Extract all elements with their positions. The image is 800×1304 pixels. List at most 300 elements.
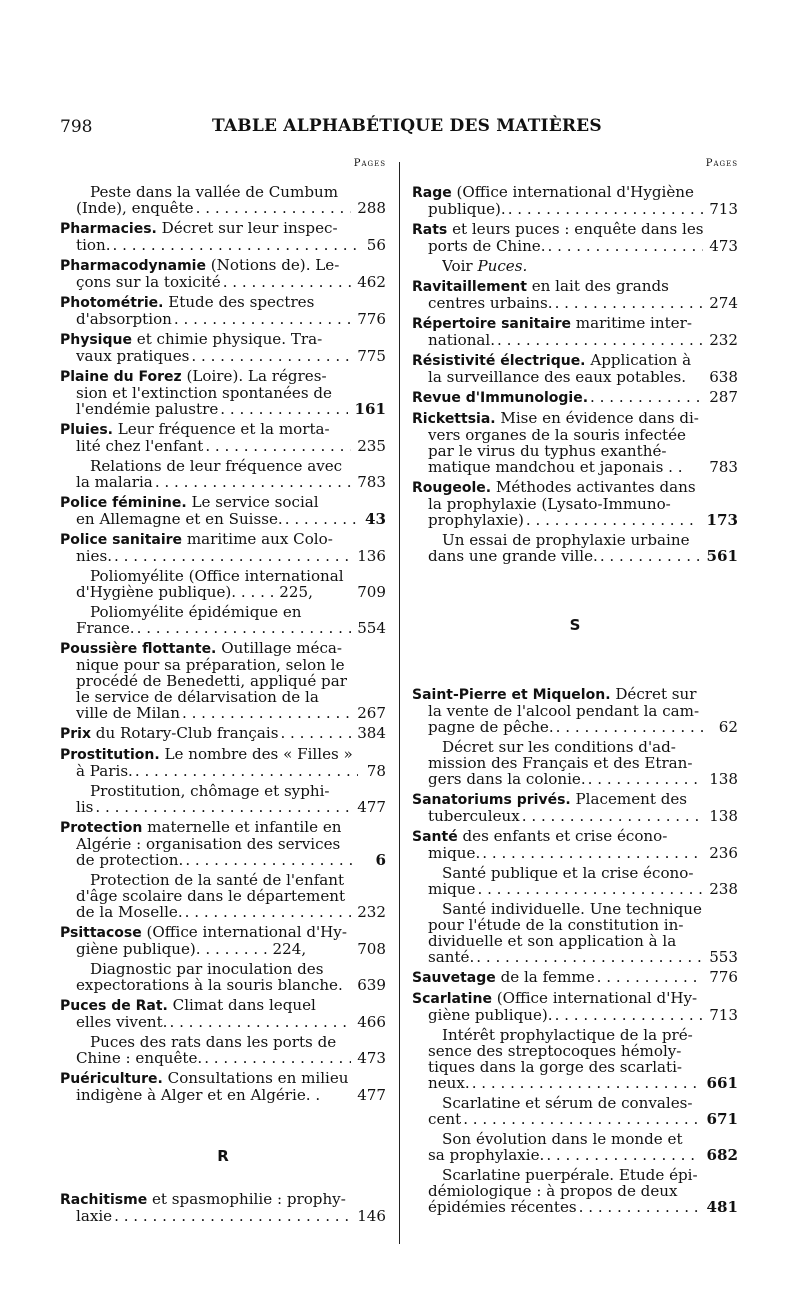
entry-term: Rage bbox=[412, 185, 452, 201]
entry-text: santé. bbox=[428, 949, 475, 965]
entry-text: publique). bbox=[428, 201, 506, 217]
page-ref: 554 bbox=[357, 619, 386, 637]
right-column bbox=[412, 158, 738, 1219]
entry-text: de la Moselle. bbox=[76, 904, 183, 920]
entry-text: Santé individuelle. Une technique bbox=[442, 901, 702, 917]
page-ref: 783 bbox=[709, 458, 738, 476]
entry-text: dividuelle et son application à la bbox=[428, 933, 677, 949]
page-ref: 138 bbox=[709, 807, 738, 825]
entry-line bbox=[60, 237, 386, 253]
leader-dots bbox=[95, 799, 351, 815]
index-entry bbox=[412, 352, 738, 385]
leader-dots bbox=[555, 1007, 704, 1023]
page-ref: 6 bbox=[375, 851, 386, 869]
page-ref: 161 bbox=[354, 400, 386, 418]
entry-line bbox=[60, 673, 386, 689]
leader-dots bbox=[472, 1075, 701, 1091]
page-ref: 709 bbox=[357, 583, 386, 601]
page-number: 798 bbox=[60, 117, 93, 137]
index-entry bbox=[60, 220, 386, 253]
index-entry bbox=[412, 1131, 738, 1163]
page-ref: 287 bbox=[709, 388, 738, 406]
entry-text: dans une grande ville. bbox=[428, 548, 598, 564]
entry-line bbox=[412, 1095, 738, 1111]
entry-text: France. bbox=[76, 620, 135, 636]
leader-dots bbox=[185, 904, 352, 920]
entry-line bbox=[412, 1183, 738, 1199]
entry-text: neux. bbox=[428, 1075, 470, 1091]
entry-term: Physique bbox=[60, 332, 132, 348]
page-ref: 713 bbox=[709, 200, 738, 218]
index-entry bbox=[60, 184, 386, 216]
entry-text: national. bbox=[428, 332, 496, 348]
entry-text: vers organes de la souris infectée bbox=[428, 427, 686, 443]
page-ref: 473 bbox=[357, 1049, 386, 1067]
leader-dots bbox=[185, 852, 358, 868]
leader-dots bbox=[555, 295, 704, 311]
page-ref: 477 bbox=[357, 798, 386, 816]
entry-text: Peste dans la vallée de Cumbum bbox=[90, 184, 339, 200]
entry-text: Scarlatine et sérum de convales- bbox=[442, 1095, 693, 1111]
index-entry bbox=[60, 819, 386, 868]
entry-text: tuberculeux bbox=[428, 808, 520, 824]
entry-text: prophylaxie) bbox=[428, 512, 524, 528]
entry-line bbox=[412, 901, 738, 917]
entry-text: Scarlatine (Office international d'Hy- bbox=[412, 990, 698, 1007]
leader-dots bbox=[174, 311, 351, 327]
index-entry bbox=[60, 783, 386, 815]
leader-dots bbox=[526, 512, 701, 528]
index-entry bbox=[60, 1070, 386, 1103]
entry-term: Sanatoriums privés. bbox=[412, 792, 571, 808]
entry-line bbox=[412, 686, 738, 703]
index-entry bbox=[60, 604, 386, 636]
entry-text: Poliomyélite (Office international bbox=[90, 568, 344, 584]
entry-line bbox=[412, 332, 738, 348]
column-divider bbox=[399, 162, 400, 1244]
page-ref: 232 bbox=[357, 903, 386, 921]
page-ref: 56 bbox=[366, 236, 386, 254]
index-entry bbox=[60, 924, 386, 957]
entry-line bbox=[60, 548, 386, 564]
index-entry bbox=[412, 739, 738, 787]
entry-text: Santé des enfants et crise écono- bbox=[412, 828, 668, 845]
page-ref: 136 bbox=[357, 547, 386, 565]
entry-term: Scarlatine bbox=[412, 991, 492, 1007]
entry-line bbox=[412, 990, 738, 1007]
entry-text: d'âge scolaire dans le département bbox=[76, 888, 346, 904]
entry-text: à Paris. bbox=[76, 763, 133, 779]
index-entry bbox=[412, 410, 738, 475]
entry-line bbox=[412, 845, 738, 861]
index-entry bbox=[60, 961, 386, 993]
leader-dots bbox=[137, 620, 352, 636]
entry-line bbox=[60, 924, 386, 941]
entry-line bbox=[60, 961, 386, 977]
entry-text: en Allemagne et en Suisse. bbox=[76, 511, 283, 527]
entry-text: Psittacose (Office international d'Hy- bbox=[60, 924, 347, 941]
entry-line bbox=[412, 808, 738, 824]
page-ref: 561 bbox=[706, 547, 738, 565]
entry-line bbox=[412, 791, 738, 808]
entry-text: Rats et leurs puces : enquête dans les bbox=[412, 221, 704, 238]
entry-text: Police sanitaire maritime aux Colo- bbox=[60, 531, 333, 548]
page-ref: 708 bbox=[357, 940, 386, 958]
entry-line bbox=[60, 220, 386, 237]
index-entry bbox=[60, 531, 386, 564]
entry-text: Algérie : organisation des services bbox=[76, 836, 341, 852]
entry-line bbox=[60, 763, 386, 779]
index-entry bbox=[60, 997, 386, 1030]
entry-text: Diagnostic par inoculation des bbox=[90, 961, 324, 977]
leader-dots bbox=[114, 1208, 351, 1224]
entry-text: Prostitution. Le nombre des « Filles » bbox=[60, 746, 353, 763]
page-ref: 776 bbox=[357, 310, 386, 328]
entry-text: Décret sur les conditions d'ad- bbox=[442, 739, 676, 755]
entry-text: Puériculture. Consultations en milieu bbox=[60, 1070, 349, 1087]
entry-term: Répertoire sanitaire bbox=[412, 316, 571, 332]
entry-term: Sauvetage bbox=[412, 970, 496, 986]
entry-text: procédé de Benedetti, appliqué par bbox=[76, 673, 347, 689]
leader-dots bbox=[205, 438, 351, 454]
entry-text: Police féminine. Le service social bbox=[60, 494, 319, 511]
entry-text: matique mandchou et japonais . . bbox=[428, 459, 683, 475]
entry-line bbox=[412, 295, 738, 311]
entry-text: d'absorption bbox=[76, 311, 172, 327]
entry-term: Police sanitaire bbox=[60, 532, 183, 548]
entry-line bbox=[412, 949, 738, 965]
entry-line bbox=[412, 352, 738, 369]
page-ref: 661 bbox=[706, 1074, 738, 1092]
entry-text: Rage (Office international d'Hygiène bbox=[412, 184, 694, 201]
leader-dots bbox=[548, 238, 704, 254]
page-ref: 481 bbox=[706, 1198, 738, 1216]
entry-term: Rachitisme bbox=[60, 1192, 148, 1208]
entry-line bbox=[412, 479, 738, 496]
entry-line bbox=[412, 719, 738, 735]
entry-line bbox=[60, 657, 386, 673]
entry-line bbox=[60, 1034, 386, 1050]
leader-dots bbox=[588, 771, 704, 787]
index-entry bbox=[60, 746, 386, 779]
entry-line bbox=[412, 917, 738, 933]
entry-text: la malaria bbox=[76, 474, 153, 490]
entry-text: Protection de la santé de l'enfant bbox=[90, 872, 345, 888]
left-column bbox=[60, 158, 386, 1228]
entry-term: Pharmacodynamie bbox=[60, 258, 206, 274]
leader-dots bbox=[476, 949, 703, 965]
entry-line bbox=[412, 1007, 738, 1023]
entry-text: Prix du Rotary-Club français bbox=[60, 725, 279, 742]
entry-line bbox=[60, 311, 386, 327]
page-ref: 783 bbox=[357, 473, 386, 491]
entry-text: Un essai de prophylaxie urbaine bbox=[442, 532, 690, 548]
entry-text: Pluies. Leur fréquence et la morta- bbox=[60, 421, 330, 438]
entry-line bbox=[60, 799, 386, 815]
entry-text: Rickettsia. Mise en évidence dans di- bbox=[412, 410, 699, 427]
entry-line bbox=[412, 828, 738, 845]
index-entry bbox=[412, 1027, 738, 1091]
entry-term: Protection bbox=[60, 820, 143, 836]
entry-text: giène publique). bbox=[428, 1007, 553, 1023]
entry-text: lité chez l'enfant bbox=[76, 438, 204, 454]
entry-term: Psittacose bbox=[60, 925, 142, 941]
entry-text: Intérêt prophylactique de la pré- bbox=[442, 1027, 693, 1043]
entry-line bbox=[412, 184, 738, 201]
cross-reference: Puces. bbox=[477, 258, 528, 274]
entry-line bbox=[60, 274, 386, 290]
index-entry bbox=[60, 494, 386, 527]
index-entry bbox=[412, 389, 738, 406]
entry-text: lis bbox=[76, 799, 94, 815]
entry-text: ville de Milan bbox=[76, 705, 180, 721]
entry-line bbox=[412, 410, 738, 427]
entry-line bbox=[412, 1027, 738, 1043]
entry-line bbox=[412, 739, 738, 755]
entry-term: Prix bbox=[60, 726, 91, 742]
leader-dots bbox=[196, 200, 352, 216]
leader-dots bbox=[220, 401, 348, 417]
entry-line bbox=[60, 746, 386, 763]
index-entry bbox=[412, 1095, 738, 1127]
page-ref: 638 bbox=[709, 368, 738, 386]
index-entry bbox=[412, 990, 738, 1023]
entry-text: Physique et chimie physique. Tra- bbox=[60, 331, 323, 348]
entry-line bbox=[412, 221, 738, 238]
leader-dots bbox=[135, 763, 358, 779]
page-ref: 267 bbox=[357, 704, 386, 722]
index-entry bbox=[412, 479, 738, 528]
entry-line bbox=[412, 443, 738, 459]
page-ref: 682 bbox=[706, 1146, 738, 1164]
section-letter: S bbox=[569, 616, 581, 634]
page-ref: 43 bbox=[364, 510, 386, 528]
entry-text: Puces des rats dans les ports de bbox=[90, 1034, 337, 1050]
entry-text: expectorations à la souris blanche. bbox=[76, 977, 343, 993]
index-entry bbox=[412, 791, 738, 824]
entry-text: mique bbox=[428, 881, 476, 897]
entry-line bbox=[412, 969, 738, 986]
entry-term: Puériculture. bbox=[60, 1071, 163, 1087]
entry-text: Résistivité électrique. Application à bbox=[412, 352, 692, 369]
entry-line bbox=[60, 705, 386, 721]
entry-text: Plaine du Forez (Loire). La régres- bbox=[60, 368, 327, 385]
entry-line bbox=[60, 725, 386, 742]
entry-text: Rougeole. Méthodes activantes dans bbox=[412, 479, 696, 496]
entry-text: Scarlatine puerpérale. Etude épi- bbox=[442, 1167, 698, 1183]
index-entry bbox=[412, 969, 738, 986]
leader-dots bbox=[223, 274, 352, 290]
entry-text: Sauvetage de la femme bbox=[412, 969, 595, 986]
entry-text: Ravitaillement en lait des grands bbox=[412, 278, 669, 295]
entry-line bbox=[60, 997, 386, 1014]
entry-term: Rickettsia. bbox=[412, 411, 496, 427]
entry-text: de protection. bbox=[76, 852, 184, 868]
leader-dots bbox=[579, 1199, 701, 1215]
page-ref: 384 bbox=[357, 724, 386, 742]
index-entry bbox=[60, 331, 386, 364]
leader-dots bbox=[463, 1111, 700, 1127]
entry-text: tion. bbox=[76, 237, 111, 253]
entry-line bbox=[60, 640, 386, 657]
left-entries bbox=[60, 184, 386, 1224]
entry-line bbox=[412, 496, 738, 512]
leader-dots bbox=[497, 332, 703, 348]
entry-line bbox=[60, 531, 386, 548]
leader-dots bbox=[280, 725, 351, 742]
page-ref: 776 bbox=[709, 968, 738, 986]
page-ref: 671 bbox=[706, 1110, 738, 1128]
entry-term: Santé bbox=[412, 829, 458, 845]
leader-dots bbox=[556, 719, 710, 735]
entry-text: sence des streptocoques hémoly- bbox=[428, 1043, 682, 1059]
entry-line bbox=[60, 689, 386, 705]
entry-line bbox=[412, 532, 738, 548]
entry-text: tiques dans la gorge des scarlati- bbox=[428, 1059, 683, 1075]
index-entry bbox=[60, 568, 386, 600]
page-ref: 477 bbox=[357, 1086, 386, 1104]
leader-dots bbox=[182, 705, 351, 721]
entry-text: Pharmacodynamie (Notions de). Le- bbox=[60, 257, 340, 274]
page-ref: 236 bbox=[709, 844, 738, 862]
entry-line bbox=[60, 1191, 386, 1208]
running-head: TABLE ALPHABÉTIQUE DES MATIÈRES bbox=[212, 116, 602, 136]
leader-dots bbox=[546, 1147, 700, 1163]
index-entry bbox=[60, 257, 386, 290]
entry-text: mique. bbox=[428, 845, 481, 861]
entry-text: giène publique). . . . . . . . 224, bbox=[76, 941, 307, 957]
page-ref: 62 bbox=[718, 718, 738, 736]
page-ref: 639 bbox=[357, 976, 386, 994]
index-entry bbox=[412, 865, 738, 897]
entry-line bbox=[60, 852, 386, 868]
entry-term: Prostitution. bbox=[60, 747, 160, 763]
entry-line bbox=[60, 1087, 386, 1103]
entry-line bbox=[412, 278, 738, 295]
entry-line bbox=[60, 1208, 386, 1224]
index-entry bbox=[60, 458, 386, 490]
entry-text: ports de Chine. bbox=[428, 238, 546, 254]
entry-line bbox=[412, 1131, 738, 1147]
entry-text bbox=[412, 389, 588, 406]
index-entry bbox=[412, 901, 738, 965]
entry-text: pour l'étude de la constitution in- bbox=[428, 917, 684, 933]
entry-line bbox=[412, 315, 738, 332]
entry-line bbox=[412, 771, 738, 787]
entry-line bbox=[60, 200, 386, 216]
entry-text: démiologique : à propos de deux bbox=[428, 1183, 678, 1199]
entry-line bbox=[60, 620, 386, 636]
entry-text: la surveillance des eaux potables. bbox=[428, 369, 687, 385]
entry-term: Pharmacies. bbox=[60, 221, 157, 237]
entry-text: Répertoire sanitaire maritime inter- bbox=[412, 315, 692, 332]
entry-text: nique pour sa préparation, selon le bbox=[76, 657, 345, 673]
entry-line bbox=[412, 1167, 738, 1183]
entry-line bbox=[60, 438, 386, 454]
entry-line bbox=[60, 872, 386, 888]
entry-text: laxie bbox=[76, 1208, 113, 1224]
index-entry bbox=[60, 725, 386, 742]
entry-term: Saint-Pierre et Miquelon. bbox=[412, 687, 611, 703]
entry-text: Sanatoriums privés. Placement des bbox=[412, 791, 688, 808]
entry-text: mission des Français et des Etran- bbox=[428, 755, 693, 771]
entry-line bbox=[60, 904, 386, 920]
entry-term: Ravitaillement bbox=[412, 279, 527, 295]
index-entry bbox=[60, 1034, 386, 1066]
entry-line bbox=[412, 703, 738, 719]
entry-text: sa prophylaxie. bbox=[428, 1147, 545, 1163]
entry-term: Revue d'Immunologie. bbox=[412, 390, 589, 406]
entry-text: Son évolution dans le monde et bbox=[442, 1131, 683, 1147]
entry-line bbox=[60, 941, 386, 957]
entry-line bbox=[60, 494, 386, 511]
entry-text: cent bbox=[428, 1111, 462, 1127]
page-ref: 473 bbox=[709, 237, 738, 255]
right-entries bbox=[412, 184, 738, 1215]
index-entry bbox=[60, 421, 386, 454]
page-ref: 274 bbox=[709, 294, 738, 312]
leader-dots bbox=[600, 548, 701, 564]
page-ref: 173 bbox=[706, 511, 738, 529]
leader-dots bbox=[113, 237, 359, 253]
index-entry bbox=[60, 368, 386, 417]
entry-text: çons sur la toxicité bbox=[76, 274, 221, 290]
leader-dots bbox=[482, 845, 703, 861]
page-ref: 462 bbox=[357, 273, 386, 291]
entry-text: Santé publique et la crise écono- bbox=[442, 865, 694, 881]
entry-text: épidémies récentes bbox=[428, 1199, 577, 1215]
entry-line bbox=[412, 238, 738, 254]
entry-term: Poussière flottante. bbox=[60, 641, 217, 657]
entry-line bbox=[60, 421, 386, 438]
index-entry bbox=[60, 640, 386, 721]
entry-text: Rachitisme et spasmophilie : prophy- bbox=[60, 1191, 346, 1208]
entry-text: Saint-Pierre et Miquelon. Décret sur bbox=[412, 686, 697, 703]
entry-line bbox=[60, 783, 386, 799]
leader-dots bbox=[508, 201, 703, 217]
entry-text: Poussière flottante. Outillage méca- bbox=[60, 640, 343, 657]
entry-line bbox=[60, 348, 386, 364]
entry-text: elles vivent. bbox=[76, 1014, 168, 1030]
leader-dots bbox=[522, 808, 703, 824]
entry-text: la vente de l'alcool pendant la cam- bbox=[428, 703, 700, 719]
entry-text: Protection maternelle et infantile en bbox=[60, 819, 342, 836]
leader-dots bbox=[590, 389, 703, 406]
entry-text: Pharmacies. Décret sur leur inspec- bbox=[60, 220, 338, 237]
pages-label-right: Pages bbox=[705, 158, 738, 169]
entry-line bbox=[60, 401, 386, 417]
entry-line bbox=[60, 474, 386, 490]
entry-line bbox=[60, 1014, 386, 1030]
entry-text: Voir Puces. bbox=[442, 258, 528, 274]
leader-dots bbox=[191, 348, 351, 364]
page-ref: 713 bbox=[709, 1006, 738, 1024]
index-entry bbox=[412, 1167, 738, 1215]
entry-term: Résistivité électrique. bbox=[412, 353, 586, 369]
page-ref: 78 bbox=[366, 762, 386, 780]
entry-text: d'Hygiène publique). . . . . 225, bbox=[76, 584, 313, 600]
entry-line bbox=[412, 459, 738, 475]
page-ref: 553 bbox=[709, 948, 738, 966]
entry-line bbox=[60, 836, 386, 852]
entry-line bbox=[412, 881, 738, 897]
entry-line bbox=[412, 933, 738, 949]
entry-text: (Inde), enquête bbox=[76, 200, 194, 216]
entry-line bbox=[60, 368, 386, 385]
leader-dots bbox=[114, 548, 351, 564]
entry-line bbox=[412, 755, 738, 771]
index-entry bbox=[412, 532, 738, 564]
